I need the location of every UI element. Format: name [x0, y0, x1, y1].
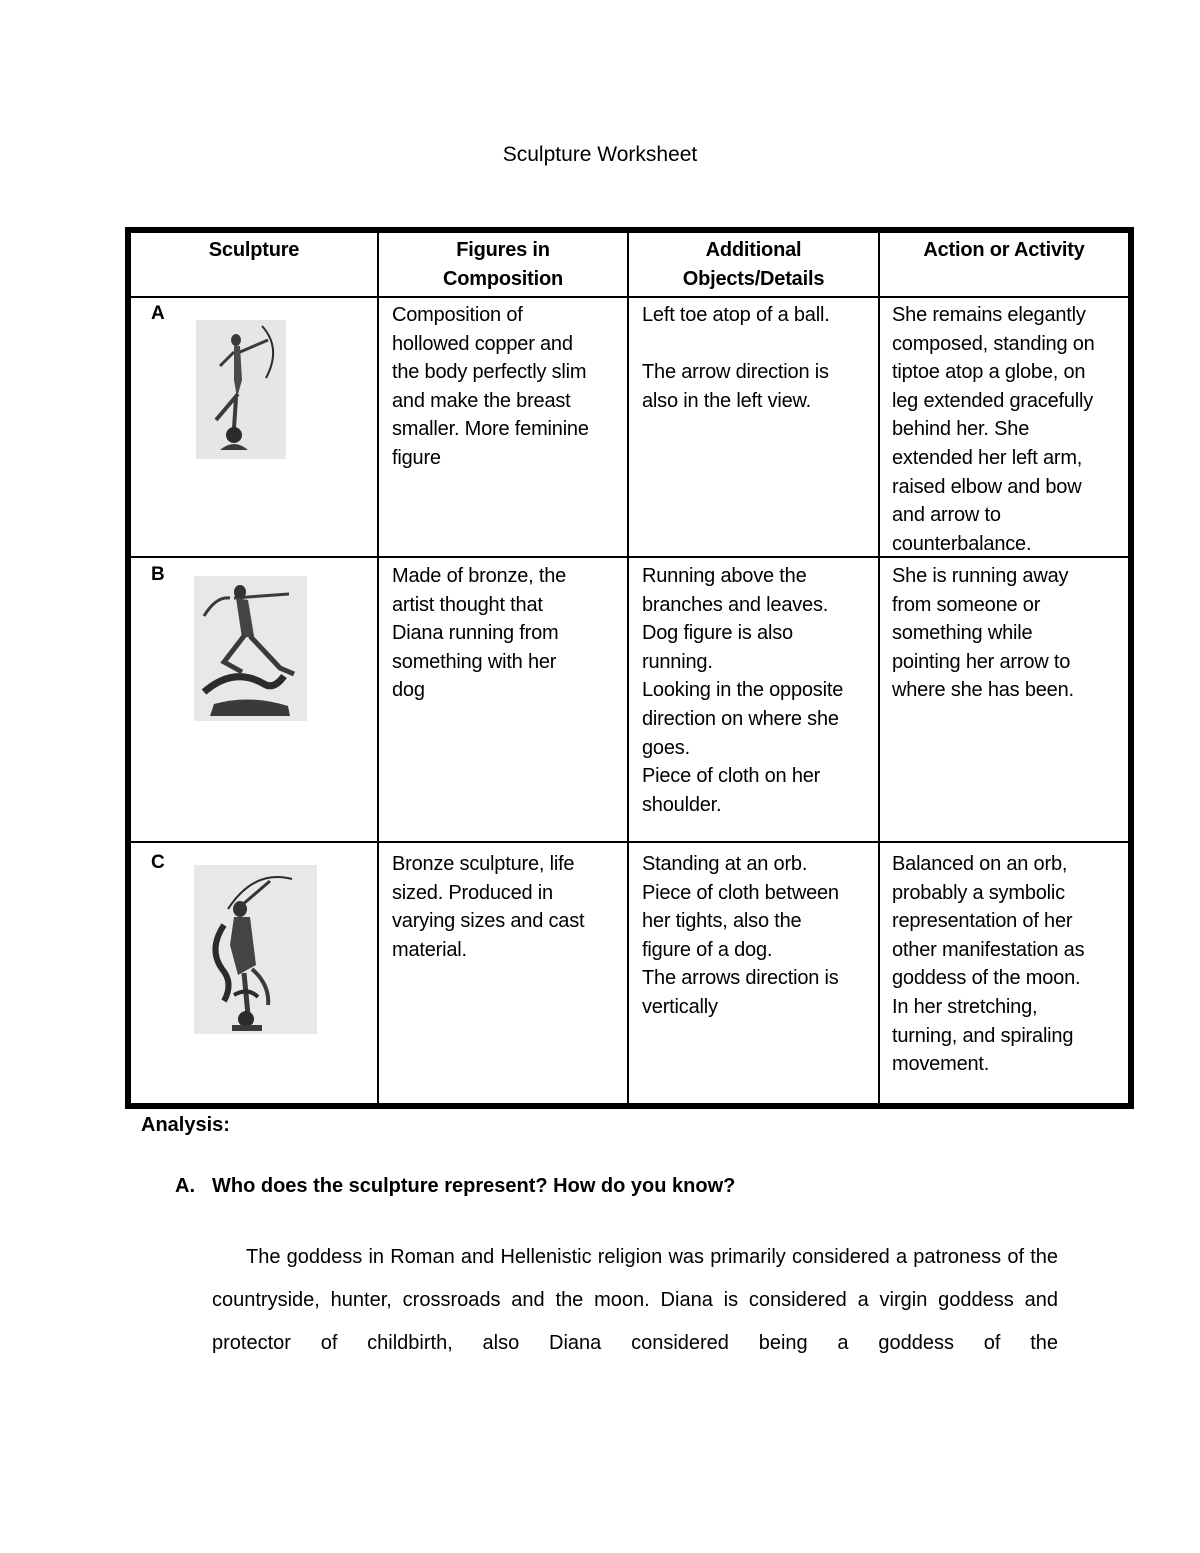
analysis-answer: The goddess in Roman and Hellenistic religion was primarily considered a patroness of the countryside, hunter, crossroads and the moon. Diana is considered a virgin goddess and protector of childbirth, also Diana considered being a goddess of the — [212, 1246, 1058, 1354]
row-a-figures: Composition of hollowed copper and the body perfectly slim and make the breast smaller. More feminine figure — [392, 304, 589, 469]
column-divider — [627, 233, 629, 1103]
question-text: Who does the sculpture represent? How do you know? — [212, 1175, 736, 1197]
analysis-question — [175, 1175, 735, 1198]
column-divider — [878, 233, 880, 1103]
row-label-a: A — [151, 303, 165, 324]
header-sculpture: Sculpture — [208, 239, 300, 261]
row-a-objects: Left toe atop of a ball. The arrow direction is also in the left view. — [642, 304, 830, 412]
header-figures: Figures in Composition — [442, 239, 563, 290]
header-action: Action or Activity — [923, 239, 1085, 261]
row-c-objects: Standing at an orb. Piece of cloth between her tights, also the figure of a dog. The arrows direction is vertically — [642, 853, 839, 1018]
row-b-figures: Made of bronze, the artist thought that Diana running from something with her dog — [392, 565, 567, 702]
row-label-c: C — [151, 852, 165, 873]
row-b-objects: Running above the branches and leaves. Dog figure is also running. Looking in the opposite direction on where she goes. Piece of cloth on her shoulder. — [642, 565, 844, 816]
row-c-action: Balanced on an orb, probably a symbolic representation of her other manifestation as goddess of the moon. In her stretching, turning, and spiraling movement. — [892, 853, 1085, 1076]
row-label-b: B — [151, 564, 165, 585]
sculpture-b-image — [194, 576, 307, 721]
analysis-heading: Analysis: — [141, 1114, 230, 1136]
sculpture-c-image — [194, 865, 317, 1034]
row-divider — [131, 296, 1128, 298]
header-objects: Additional Objects/Details — [682, 239, 825, 290]
row-c-figures: Bronze sculpture, life sized. Produced in varying sizes and cast material. — [392, 853, 585, 961]
column-divider — [377, 233, 379, 1103]
row-a-action: She remains elegantly composed, standing on tiptoe atop a globe, on leg extended gracefully behind her. She extended her left arm, raised elbow and bow and arrow to counterbalance. — [892, 304, 1095, 555]
page-title: Sculpture Worksheet — [502, 143, 698, 166]
row-divider — [131, 841, 1128, 843]
question-letter: A. — [175, 1175, 195, 1197]
row-b-action: She is running away from someone or something while pointing her arrow to where she has been. — [892, 565, 1074, 702]
sculpture-a-image — [196, 320, 286, 459]
worksheet-table — [125, 227, 1134, 1109]
